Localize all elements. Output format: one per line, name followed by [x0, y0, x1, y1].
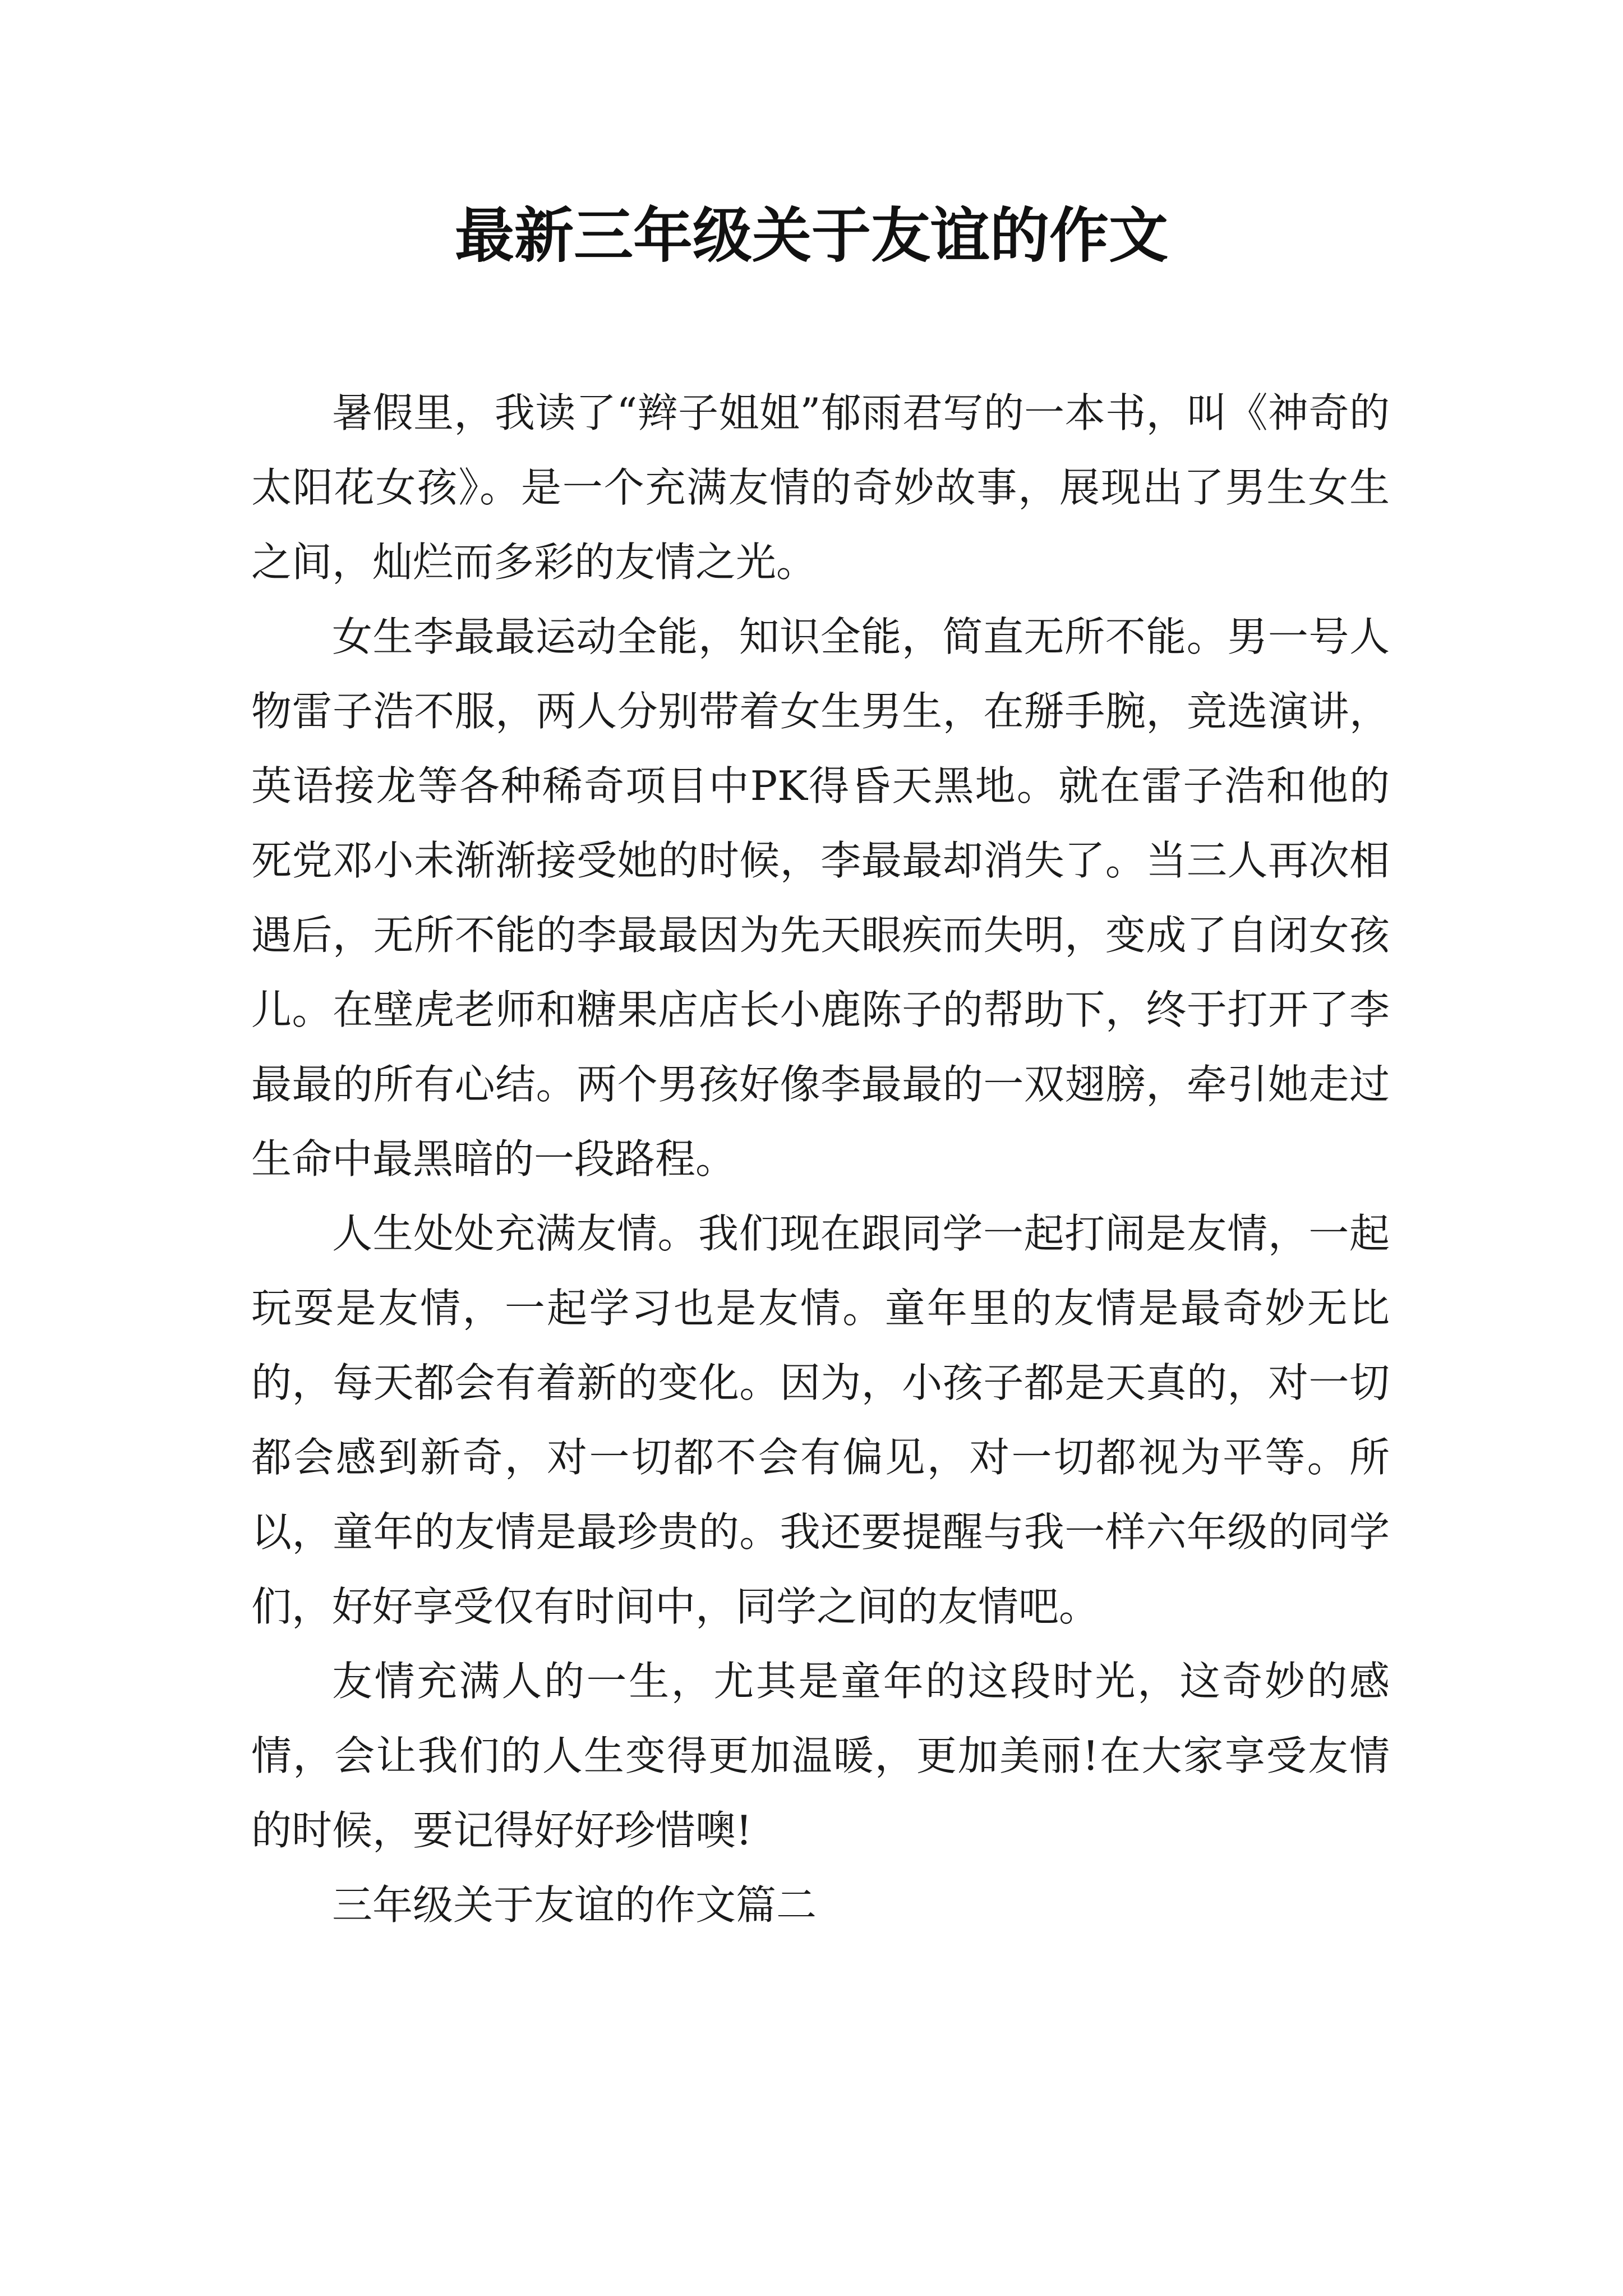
paragraph-2: 女生李最最运动全能，知识全能，简直无所不能。男一号人物雷子浩不服，两人分别带着女生男生，在掰手腕，竞选演讲，英语接龙等各种稀奇项目中PK得昏天黑地。就在雷子浩和他的死党邓小未渐渐接受她的时候，李最最却消失了。当三人再次相遇后，无所不能的李最最因为先天眼疾而失明，变成了自闭女孩儿。在壁虎老师和糖果店店长小鹿陈子的帮助下，终于打开了李最最的所有心结。两个男孩好像李最最的一双翅膀，牵引她走过生命中最黑暗的一段路程。 — [251, 613, 1390, 1182]
paragraph-4: 友情充满人的一生，尤其是童年的这段时光，这奇妙的感情，会让我们的人生变得更加温暖，更加美丽!在大家享受友情的时候，要记得好好珍惜噢! — [251, 1658, 1390, 1854]
document-body — [251, 376, 1390, 1943]
document-title: 最新三年级关于友谊的作文 — [455, 200, 1168, 270]
section-heading-2: 三年级关于友谊的作文篇二 — [332, 1881, 817, 1929]
paragraph-1: 暑假里，我读了“辫子姐姐”郁雨君写的一本书，叫《神奇的太阳花女孩》。是一个充满友情的奇妙故事，展现出了男生女生之间，灿烂而多彩的友情之光。 — [251, 389, 1390, 586]
paragraph-3: 人生处处充满友情。我们现在跟同学一起打闹是友情，一起玩耍是友情，一起学习也是友情。童年里的友情是最奇妙无比的，每天都会有着新的变化。因为，小孩子都是天真的，对一切都会感到新奇，对一切都不会有偏见，对一切都视为平等。所以，童年的友情是最珍贵的。我还要提醒与我一样六年级的同学们，好好享受仅有时间中，同学之间的友情吧。 — [251, 1210, 1390, 1630]
